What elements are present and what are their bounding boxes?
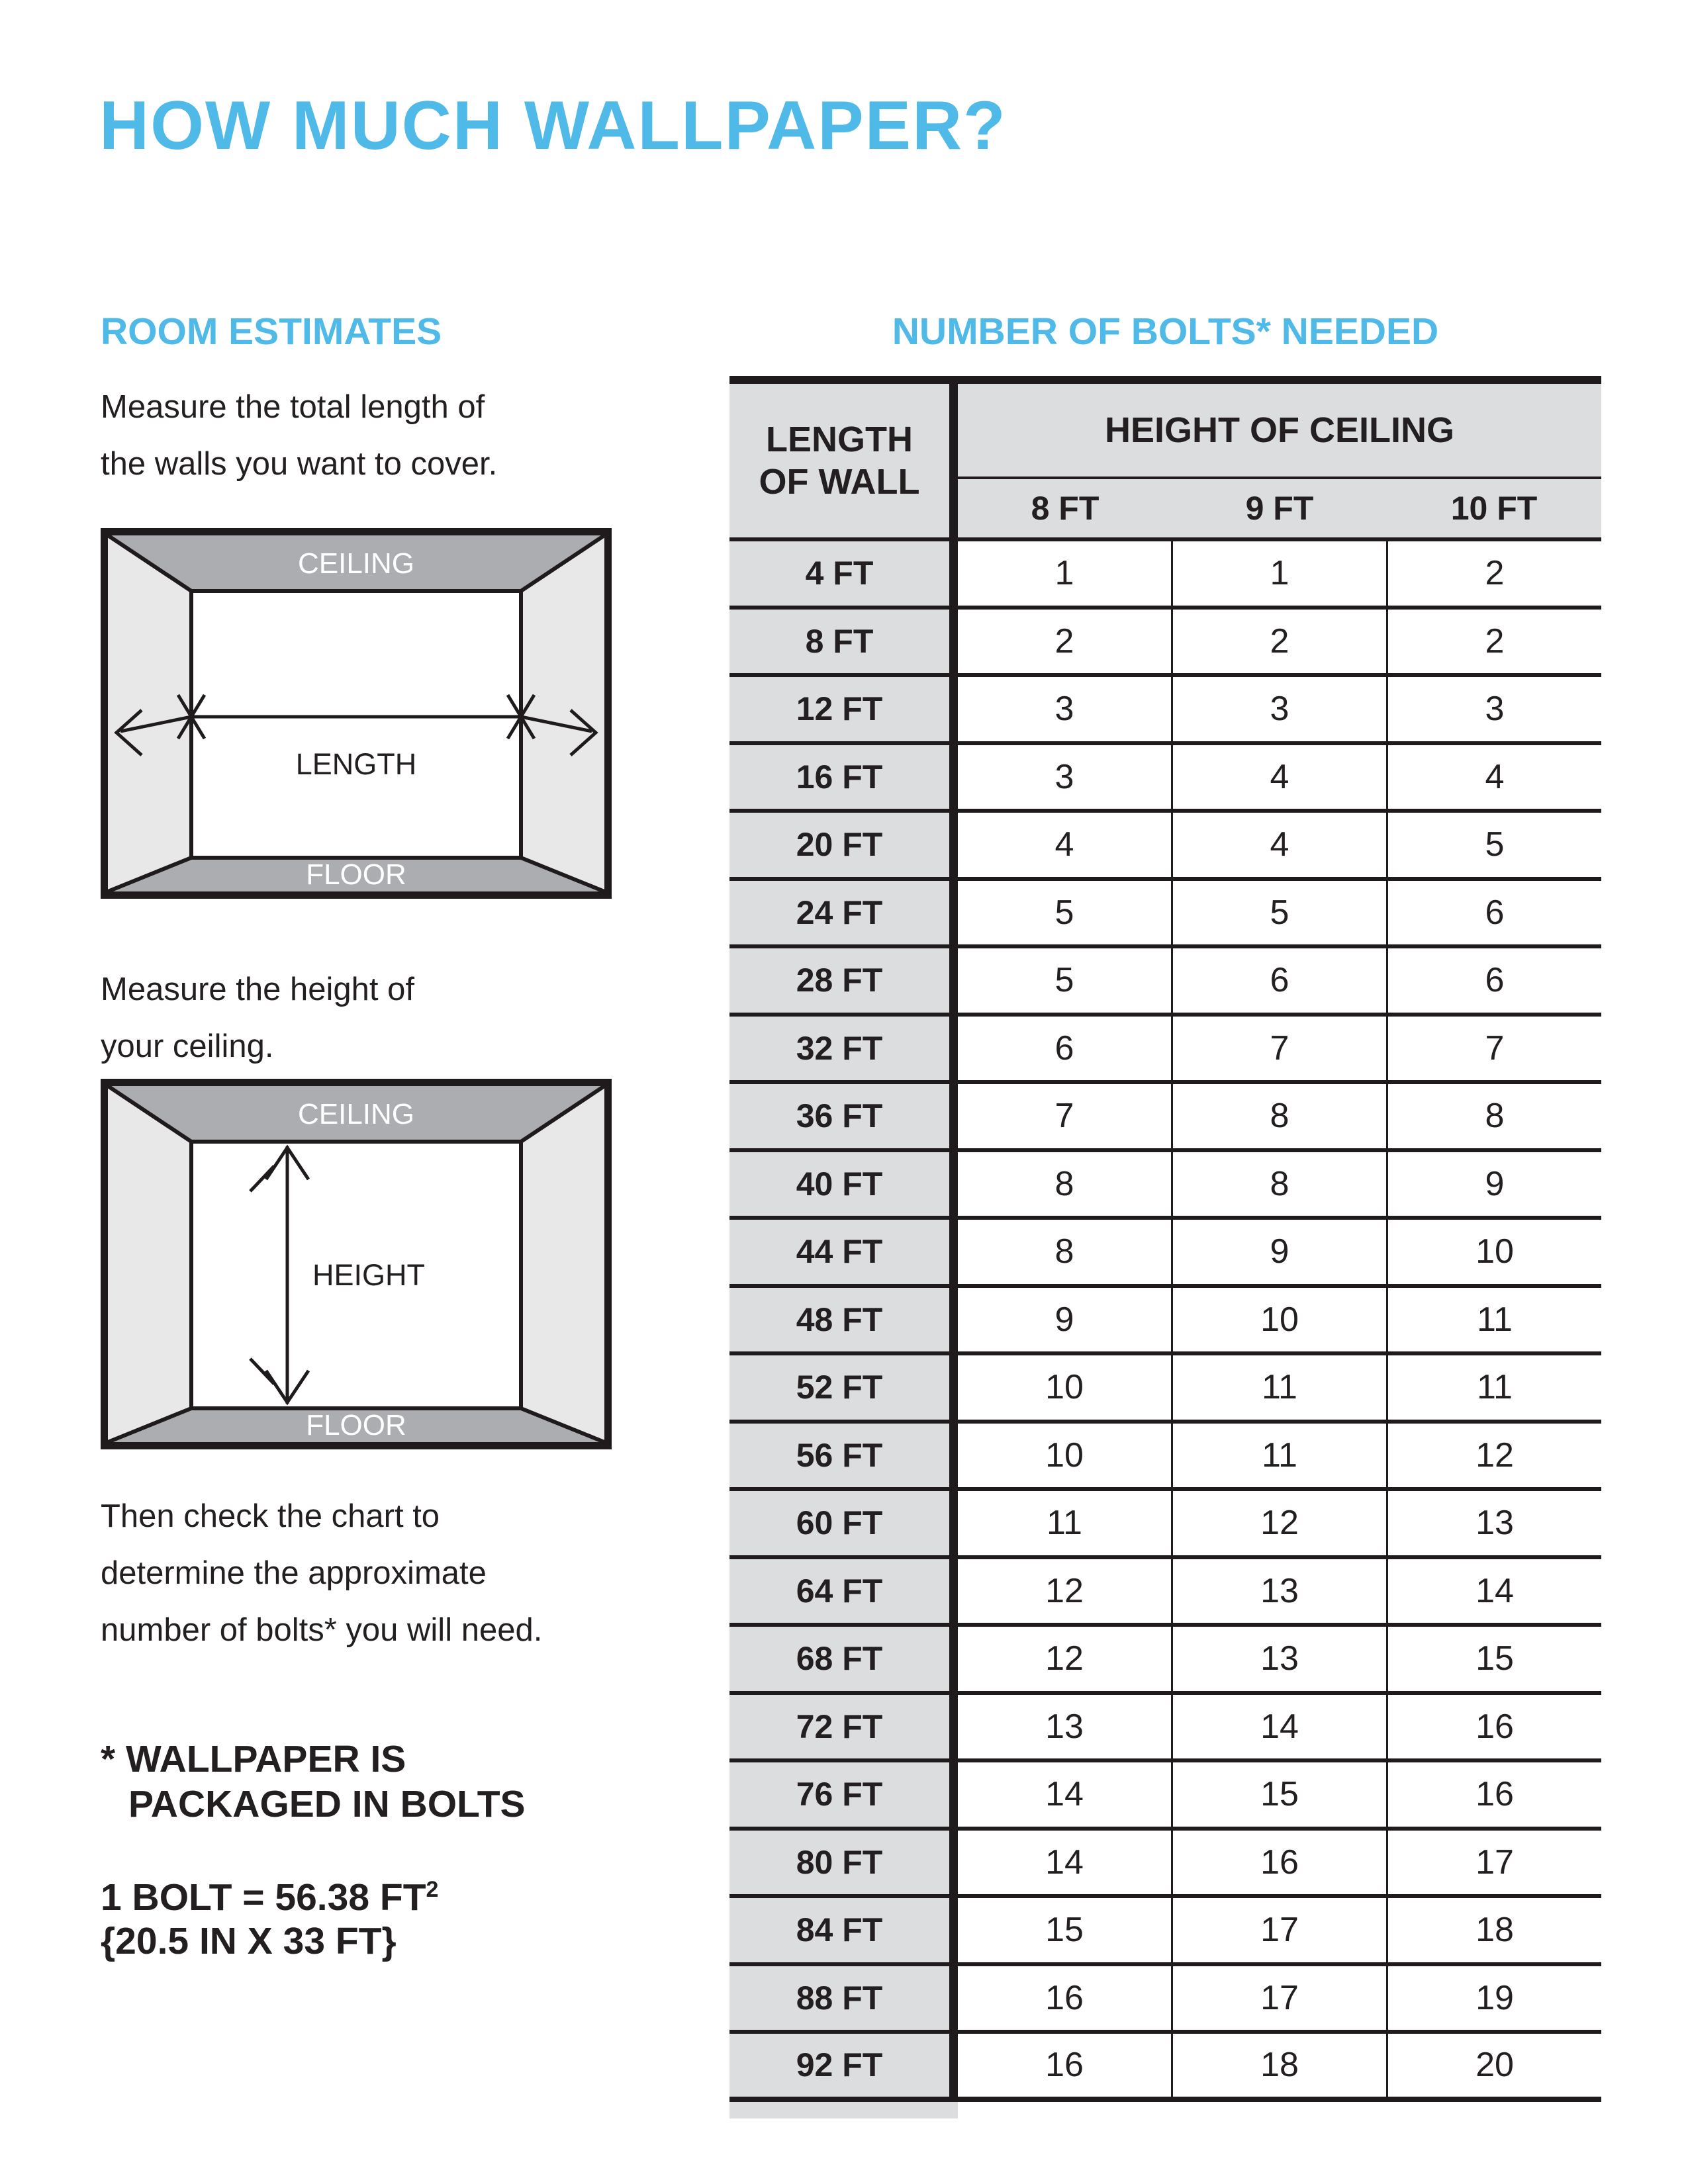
table-header: [729, 384, 1601, 537]
length-label: LENGTH: [295, 747, 417, 781]
floor-label: FLOOR: [306, 1409, 406, 1441]
cell-10ft: 7: [1386, 1017, 1601, 1081]
row-label: 88 FT: [729, 1966, 958, 2030]
table-row: [729, 1152, 1601, 1220]
room-estimates-heading: ROOM ESTIMATES: [101, 310, 442, 353]
bolts-footnote: [101, 1737, 526, 1827]
table-row: [729, 1491, 1601, 1559]
bolt-size-info: [101, 1876, 438, 1963]
cell-8ft: 5: [1055, 961, 1074, 1000]
cell-8ft: 14: [1045, 1843, 1084, 1882]
cell-8ft: 16: [1045, 1978, 1084, 2017]
table-row: [729, 1966, 1601, 2034]
row-label: 72 FT: [729, 1695, 958, 1759]
row-label: 68 FT: [729, 1627, 958, 1691]
cell-8ft: 7: [1055, 1097, 1074, 1136]
cell-9ft: 15: [1171, 1762, 1386, 1827]
table-row: [729, 1559, 1601, 1627]
cell-9ft: 12: [1171, 1491, 1386, 1555]
cell-9ft: 11: [1171, 1424, 1386, 1488]
cell-9ft: 9: [1171, 1220, 1386, 1284]
table-row: [729, 1084, 1601, 1152]
page-title: HOW MUCH WALLPAPER?: [99, 87, 1007, 164]
cell-10ft: 16: [1386, 1695, 1601, 1759]
cell-8ft: 16: [1045, 2046, 1084, 2085]
cell-10ft: 4: [1386, 745, 1601, 809]
cell-8ft: 1: [1055, 554, 1074, 593]
cell-10ft: 10: [1386, 1220, 1601, 1284]
room-height-diagram: [101, 1079, 612, 1449]
cell-8ft: 3: [1055, 757, 1074, 796]
left-wall-surface: [108, 1086, 191, 1442]
table-row: [729, 881, 1601, 949]
instruction-chart: [101, 1488, 542, 1659]
instruction-length-line1: Measure the total length of: [101, 389, 485, 425]
row-label: 48 FT: [729, 1288, 958, 1352]
cell-9ft: 13: [1171, 1627, 1386, 1691]
cell-9ft: 1: [1171, 541, 1386, 606]
cell-8ft: 12: [1045, 1571, 1084, 1610]
row-label: 76 FT: [729, 1762, 958, 1827]
cell-9ft: 14: [1171, 1695, 1386, 1759]
cell-10ft: 11: [1386, 1355, 1601, 1420]
row-label: 16 FT: [729, 745, 958, 809]
cell-9ft: 4: [1171, 745, 1386, 809]
cell-8ft: 3: [1055, 690, 1074, 729]
row-label: 4 FT: [729, 541, 958, 606]
cell-8ft: 15: [1045, 1911, 1084, 1950]
table-row: [729, 677, 1601, 745]
table-row: [729, 1355, 1601, 1424]
row-label: 20 FT: [729, 813, 958, 877]
cell-10ft: 6: [1386, 881, 1601, 945]
cell-9ft: 10: [1171, 1288, 1386, 1352]
instruction-height-line1: Measure the height of: [101, 972, 414, 1007]
cell-9ft: 6: [1171, 948, 1386, 1013]
instruction-chart-line3: number of bolts* you will need.: [101, 1612, 543, 1648]
floor-label: FLOOR: [306, 858, 406, 891]
cell-10ft: 15: [1386, 1627, 1601, 1691]
column-header-8ft: 8 FT: [1031, 490, 1100, 527]
cell-8ft: 14: [1045, 1775, 1084, 1814]
cell-10ft: 6: [1386, 948, 1601, 1013]
row-label: 40 FT: [729, 1152, 958, 1216]
cell-10ft: 19: [1386, 1966, 1601, 2030]
right-wall-surface: [521, 1086, 604, 1442]
room-length-diagram: [101, 528, 612, 899]
cell-9ft: 17: [1171, 1898, 1386, 1962]
row-label: 8 FT: [729, 610, 958, 674]
height-of-ceiling-header: [958, 384, 1601, 537]
instruction-length: [101, 379, 497, 492]
height-of-ceiling-label: HEIGHT OF CEILING: [1104, 410, 1454, 450]
cell-8ft: 10: [1045, 1435, 1084, 1475]
table-row: [729, 1017, 1601, 1085]
table-row: [729, 1424, 1601, 1492]
bolt-equation: 1 BOLT = 56.38 $FT^2$: [101, 1876, 439, 1919]
table-row: [729, 541, 1601, 610]
table-row: [729, 813, 1601, 881]
table-bottom-stub: [729, 2102, 958, 2118]
table-row: [729, 745, 1601, 813]
cell-9ft: 18: [1171, 2034, 1386, 2097]
table-row: [729, 1762, 1601, 1831]
cell-10ft: 13: [1386, 1491, 1601, 1555]
bolt-dimensions: {20.5 IN X 33 FT}: [101, 1920, 397, 1962]
instruction-chart-line2: determine the approximate: [101, 1555, 487, 1591]
row-label: 64 FT: [729, 1559, 958, 1623]
row-label: 52 FT: [729, 1355, 958, 1420]
cell-9ft: 11: [1171, 1355, 1386, 1420]
column-headers: [958, 479, 1601, 537]
length-of-wall-header: [729, 384, 958, 537]
cell-9ft: 16: [1171, 1831, 1386, 1895]
cell-10ft: 8: [1386, 1084, 1601, 1148]
row-label: 36 FT: [729, 1084, 958, 1148]
ceiling-label: CEILING: [297, 1098, 415, 1130]
cell-8ft: 10: [1045, 1368, 1084, 1407]
cell-10ft: 12: [1386, 1424, 1601, 1488]
bolts-footnote-line2: PACKAGED IN BOLTS: [128, 1783, 526, 1825]
cell-9ft: 3: [1171, 677, 1386, 741]
table-body: [729, 541, 1601, 2102]
table-row: [729, 1220, 1601, 1288]
squared-superscript: 2: [426, 1877, 439, 1902]
bolts-footnote-line1: * WALLPAPER IS: [101, 1738, 406, 1780]
cell-10ft: 14: [1386, 1559, 1601, 1623]
cell-10ft: 2: [1386, 610, 1601, 674]
cell-8ft: 8: [1055, 1164, 1074, 1203]
column-header-9ft: 9 FT: [1245, 490, 1314, 527]
table-row: [729, 1898, 1601, 1966]
cell-10ft: 9: [1386, 1152, 1601, 1216]
cell-8ft: 5: [1055, 893, 1074, 932]
row-label: 44 FT: [729, 1220, 958, 1284]
cell-8ft: 6: [1055, 1028, 1074, 1068]
instruction-length-line2: the walls you want to cover.: [101, 446, 498, 482]
left-wall-surface: [108, 535, 191, 891]
instruction-chart-line1: Then check the chart to: [101, 1498, 440, 1534]
cell-10ft: 11: [1386, 1288, 1601, 1352]
cell-9ft: 13: [1171, 1559, 1386, 1623]
table-row: [729, 2034, 1601, 2102]
cell-8ft: 11: [1047, 1504, 1082, 1543]
length-of-wall-line2: OF WALL: [759, 462, 920, 502]
cell-10ft: 18: [1386, 1898, 1601, 1962]
cell-9ft: 17: [1171, 1966, 1386, 2030]
cell-8ft: 13: [1045, 1707, 1084, 1746]
ceiling-label: CEILING: [297, 547, 415, 580]
row-label: 32 FT: [729, 1017, 958, 1081]
cell-8ft: 9: [1055, 1300, 1074, 1339]
table-row: [729, 1695, 1601, 1763]
row-label: 12 FT: [729, 677, 958, 741]
cell-10ft: 16: [1386, 1762, 1601, 1827]
cell-8ft: 4: [1055, 825, 1074, 864]
column-header-10ft: 10 FT: [1450, 490, 1538, 527]
right-wall-surface: [521, 535, 604, 891]
row-label: 28 FT: [729, 948, 958, 1013]
cell-9ft: 2: [1171, 610, 1386, 674]
table-row: [729, 1627, 1601, 1695]
bolts-needed-heading: NUMBER OF BOLTS* NEEDED: [892, 310, 1439, 353]
cell-8ft: 2: [1055, 621, 1074, 660]
table-row: [729, 610, 1601, 678]
table-top-border: [729, 376, 1601, 384]
row-label: 24 FT: [729, 881, 958, 945]
instruction-height-line2: your ceiling.: [101, 1028, 274, 1064]
table-row: [729, 1288, 1601, 1356]
cell-10ft: 2: [1386, 541, 1601, 606]
cell-10ft: 20: [1386, 2034, 1601, 2097]
cell-9ft: 4: [1171, 813, 1386, 877]
height-label: HEIGHT: [312, 1258, 426, 1292]
table-row: [729, 948, 1601, 1017]
cell-9ft: 8: [1171, 1152, 1386, 1216]
length-of-wall-line1: LENGTH: [766, 420, 913, 459]
row-label: 56 FT: [729, 1424, 958, 1488]
cell-10ft: 17: [1386, 1831, 1601, 1895]
cell-9ft: 7: [1171, 1017, 1386, 1081]
row-label: 92 FT: [729, 2034, 958, 2097]
cell-9ft: 8: [1171, 1084, 1386, 1148]
row-label: 80 FT: [729, 1831, 958, 1895]
instruction-height: [101, 961, 414, 1075]
cell-10ft: 3: [1386, 677, 1601, 741]
cell-8ft: 12: [1045, 1639, 1084, 1678]
bolts-table: [729, 376, 1601, 2118]
row-label: 84 FT: [729, 1898, 958, 1962]
cell-9ft: 5: [1171, 881, 1386, 945]
cell-8ft: 8: [1055, 1232, 1074, 1271]
row-label: 60 FT: [729, 1491, 958, 1555]
back-wall: [191, 591, 521, 858]
cell-10ft: 5: [1386, 813, 1601, 877]
table-row: [729, 1831, 1601, 1899]
